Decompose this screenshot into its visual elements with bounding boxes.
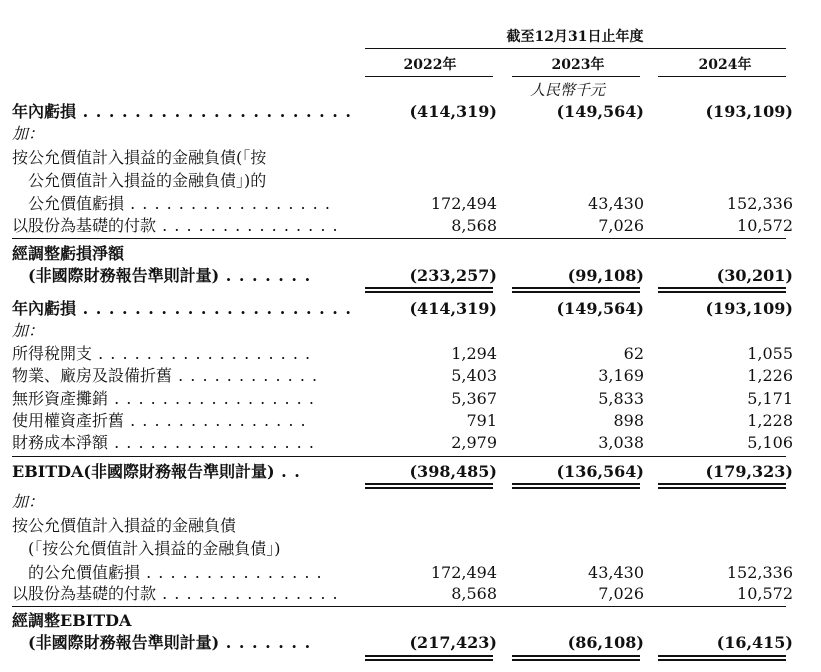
double-rule2-2022-a xyxy=(365,483,493,485)
period-header: 截至12月31日止年度 xyxy=(506,29,644,45)
double-rule3-2022-b xyxy=(365,659,493,661)
finance-costs-2024: 5,106 xyxy=(747,433,793,452)
fv-value-2023: 43,430 xyxy=(588,194,644,213)
double-rule2-2022-b xyxy=(365,487,493,489)
adj-value-2022: (233,257) xyxy=(409,266,497,285)
amortisation-2023: 5,833 xyxy=(598,389,644,408)
year-header-2023: 2023年 xyxy=(551,57,605,73)
year-rule-2023 xyxy=(512,76,640,77)
adjusted-net-loss-label-line2: (非國際財務報告準則計量) . . . . . . . xyxy=(28,266,312,285)
add-label-3: 加： xyxy=(12,492,45,511)
period-rule xyxy=(365,48,786,49)
add-label: 加： xyxy=(12,124,45,143)
loss-value-2022: (414,319) xyxy=(409,102,497,121)
sbp-value-2023: 7,026 xyxy=(598,216,644,235)
ebitda-label: EBITDA(非國際財務報告準則計量) . . xyxy=(12,462,301,481)
income-tax-2024: 1,055 xyxy=(747,344,793,363)
loss-value-2023: (149,564) xyxy=(556,102,644,121)
year-header-2022: 2022年 xyxy=(403,57,457,73)
year-rule-2024 xyxy=(658,76,786,77)
adjusted-ebitda-label-line1: 經調整EBITDA xyxy=(12,611,132,630)
loss2-value-2024: (193,109) xyxy=(705,299,793,318)
ebitda-2024: (179,323) xyxy=(705,462,793,481)
ppe-2023: 3,169 xyxy=(598,366,644,385)
rou-2022: 791 xyxy=(466,411,497,430)
double-rule-2023-a xyxy=(512,287,640,289)
ppe-depreciation-label: 物業、廠房及設備折舊 . . . . . . . . . . . . xyxy=(12,366,319,385)
subtotal-rule-full-3 xyxy=(12,606,786,607)
sbp3-value-2023: 7,026 xyxy=(598,584,644,603)
double-rule2-2023-b xyxy=(512,487,640,489)
double-rule-2022-a xyxy=(365,287,493,289)
year-rule-2022 xyxy=(365,76,493,77)
finance-costs-2023: 3,038 xyxy=(598,433,644,452)
income-tax-2023: 62 xyxy=(623,344,644,363)
rou-2023: 898 xyxy=(613,411,644,430)
fv3-value-2023: 43,430 xyxy=(588,563,644,582)
double-rule-2022-b xyxy=(365,291,493,293)
fv-loss-label-line3: 公允價值虧損 . . . . . . . . . . . . . . . . . xyxy=(28,194,331,213)
amortisation-label: 無形資產攤銷 . . . . . . . . . . . . . . . . . xyxy=(12,389,315,408)
fv-loss-label3-line1: 按公允價值計入損益的金融負債 xyxy=(12,516,237,535)
amortisation-2024: 5,171 xyxy=(747,389,793,408)
sbp3-value-2022: 8,568 xyxy=(451,584,497,603)
loss-for-year-label-2: 年內虧損 . . . . . . . . . . . . . . . . . . . . . xyxy=(12,299,352,318)
fv-value-2022: 172,494 xyxy=(430,194,497,213)
loss2-value-2023: (149,564) xyxy=(556,299,644,318)
double-rule2-2024-a xyxy=(658,483,786,485)
double-rule3-2023-b xyxy=(512,659,640,661)
fv-loss-label-line2: 公允價值計入損益的金融負債」)的 xyxy=(28,171,267,190)
fv-loss-label3-line3: 的公允價值虧損 . . . . . . . . . . . . . . . xyxy=(28,563,323,582)
add-label-2: 加： xyxy=(12,321,45,340)
currency-unit: 人民幣千元 xyxy=(530,81,606,99)
subtotal-rule-full-1 xyxy=(12,238,786,239)
ebitda-2022: (398,485) xyxy=(409,462,497,481)
fv-value-2024: 152,336 xyxy=(726,194,793,213)
double-rule2-2024-b xyxy=(658,487,786,489)
fv-loss-label3-line2: (「按公允價值計入損益的金融負債」) xyxy=(28,539,281,558)
income-tax-label: 所得稅開支 . . . . . . . . . . . . . . . . . . xyxy=(12,344,312,363)
income-tax-2022: 1,294 xyxy=(451,344,497,363)
subtotal-rule-full-2 xyxy=(12,456,786,457)
fv3-value-2024: 152,336 xyxy=(726,563,793,582)
share-based-payment-label-3: 以股份為基礎的付款 . . . . . . . . . . . . . . . xyxy=(12,584,339,603)
adj-ebitda-2023: (86,108) xyxy=(567,633,644,652)
sbp3-value-2024: 10,572 xyxy=(737,584,793,603)
rou-depreciation-label: 使用權資產折舊 . . . . . . . . . . . . . . . xyxy=(12,411,307,430)
loss-for-year-label: 年內虧損 . . . . . . . . . . . . . . . . . . . . . xyxy=(12,102,352,121)
sbp-value-2022: 8,568 xyxy=(451,216,497,235)
adj-ebitda-2024: (16,415) xyxy=(716,633,793,652)
loss2-value-2022: (414,319) xyxy=(409,299,497,318)
rou-2024: 1,228 xyxy=(747,411,793,430)
adj-value-2023: (99,108) xyxy=(567,266,644,285)
share-based-payment-label: 以股份為基礎的付款 . . . . . . . . . . . . . . . xyxy=(12,216,339,235)
amortisation-2022: 5,367 xyxy=(451,389,497,408)
double-rule3-2024-b xyxy=(658,659,786,661)
fv3-value-2022: 172,494 xyxy=(430,563,497,582)
double-rule3-2022-a xyxy=(365,655,493,657)
double-rule-2024-b xyxy=(658,291,786,293)
fv-loss-label-line1: 按公允價值計入損益的金融負債(「按 xyxy=(12,148,267,167)
year-header-2024: 2024年 xyxy=(698,57,752,73)
finance-costs-2022: 2,979 xyxy=(451,433,497,452)
adj-ebitda-2022: (217,423) xyxy=(409,633,497,652)
finance-costs-label: 財務成本淨額 . . . . . . . . . . . . . . . . . xyxy=(12,433,315,452)
double-rule-2024-a xyxy=(658,287,786,289)
ebitda-2023: (136,564) xyxy=(556,462,644,481)
sbp-value-2024: 10,572 xyxy=(737,216,793,235)
adjusted-ebitda-label-line2: (非國際財務報告準則計量) . . . . . . . xyxy=(28,633,312,652)
adj-value-2024: (30,201) xyxy=(716,266,793,285)
ppe-2022: 5,403 xyxy=(451,366,497,385)
double-rule-2023-b xyxy=(512,291,640,293)
double-rule3-2024-a xyxy=(658,655,786,657)
double-rule3-2023-a xyxy=(512,655,640,657)
loss-value-2024: (193,109) xyxy=(705,102,793,121)
adjusted-net-loss-label-line1: 經調整虧損淨額 xyxy=(12,244,125,263)
double-rule2-2023-a xyxy=(512,483,640,485)
ppe-2024: 1,226 xyxy=(747,366,793,385)
